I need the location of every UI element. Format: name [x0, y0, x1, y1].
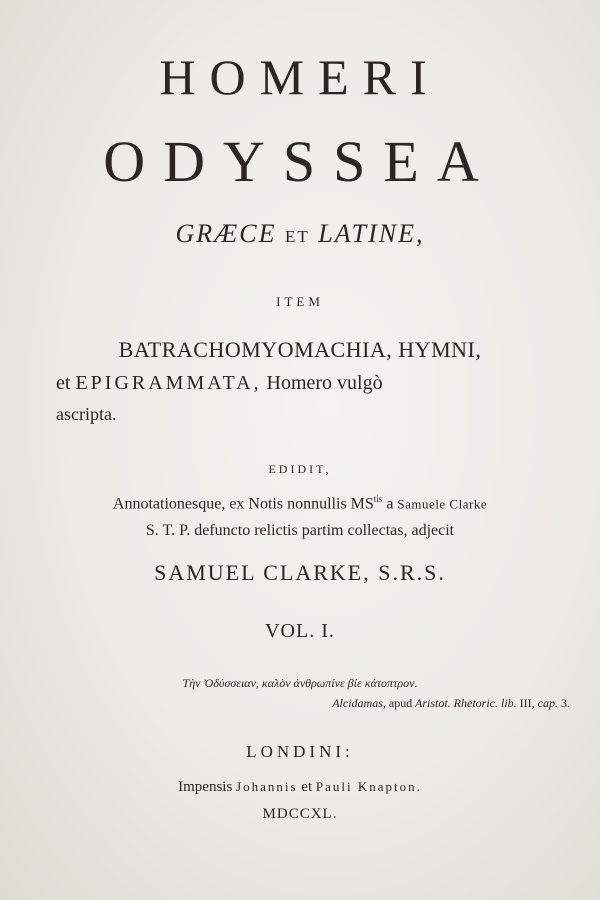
additional-works-line3: ascripta.	[56, 404, 117, 424]
additional-works-line2	[56, 372, 383, 395]
printers-name1: Johannis	[236, 779, 298, 794]
epigraph-attribution	[332, 696, 570, 711]
epigraph-attr-name: Alcidamas,	[332, 696, 386, 710]
subtitle-graece: GRÆCE	[175, 219, 277, 248]
annotation-line1	[0, 494, 600, 513]
item-label: ITEM	[276, 294, 324, 309]
annotation-line1-name: Samuele Clarke	[397, 496, 488, 512]
volume-label: VOL. I.	[265, 620, 335, 642]
printers-et: et	[301, 779, 313, 795]
epigraph-attr-capnum: 3.	[561, 696, 570, 710]
annotation-line1-sup: tis	[373, 494, 383, 504]
publication-year: MDCCXL.	[262, 806, 338, 822]
epigraph-greek: Τὴν Ὀδύσσειαν, καλὸν ἀνθρωπίνε βίε κάτοπτρον.	[182, 676, 418, 690]
annotation-line1-a: a	[386, 495, 394, 513]
additional-works-line1: BATRACHOMYOMACHIA, HYMNI,	[118, 337, 482, 362]
subtitle-et: ET	[285, 227, 310, 246]
epigraph-attr-source: Aristot. Rhetoric. lib.	[415, 696, 517, 710]
subtitle-latine: LATINE,	[318, 219, 425, 248]
epigraph-attr-book: III,	[519, 696, 535, 710]
additional-works-epigrammata: EPIGRAMMATA,	[75, 372, 262, 394]
printers-name2: Pauli Knapton.	[315, 779, 422, 794]
epigraph-attr-cap: cap.	[537, 696, 558, 710]
editor-name: SAMUEL CLARKE, S.R.S.	[154, 560, 446, 585]
subtitle	[0, 219, 600, 249]
epigraph-attr-apud: apud	[388, 696, 413, 710]
annotation-line1-text: Annotationesque, ex Notis nonnullis MS	[112, 495, 374, 513]
edidit-label: EDIDIT,	[268, 462, 332, 476]
work-title: ODYSSEA	[103, 129, 497, 194]
additional-works-et: et	[56, 372, 71, 394]
annotation-line2: S. T. P. defuncto relictis partim collectas, adjecit	[145, 522, 455, 539]
printers-impensis: Impensis	[178, 779, 233, 795]
additional-works-rest: Homero vulgò	[266, 372, 383, 394]
printers-line	[0, 779, 600, 796]
author-heading: HOMERI	[159, 49, 441, 105]
place-of-publication: LONDINI:	[246, 742, 354, 761]
